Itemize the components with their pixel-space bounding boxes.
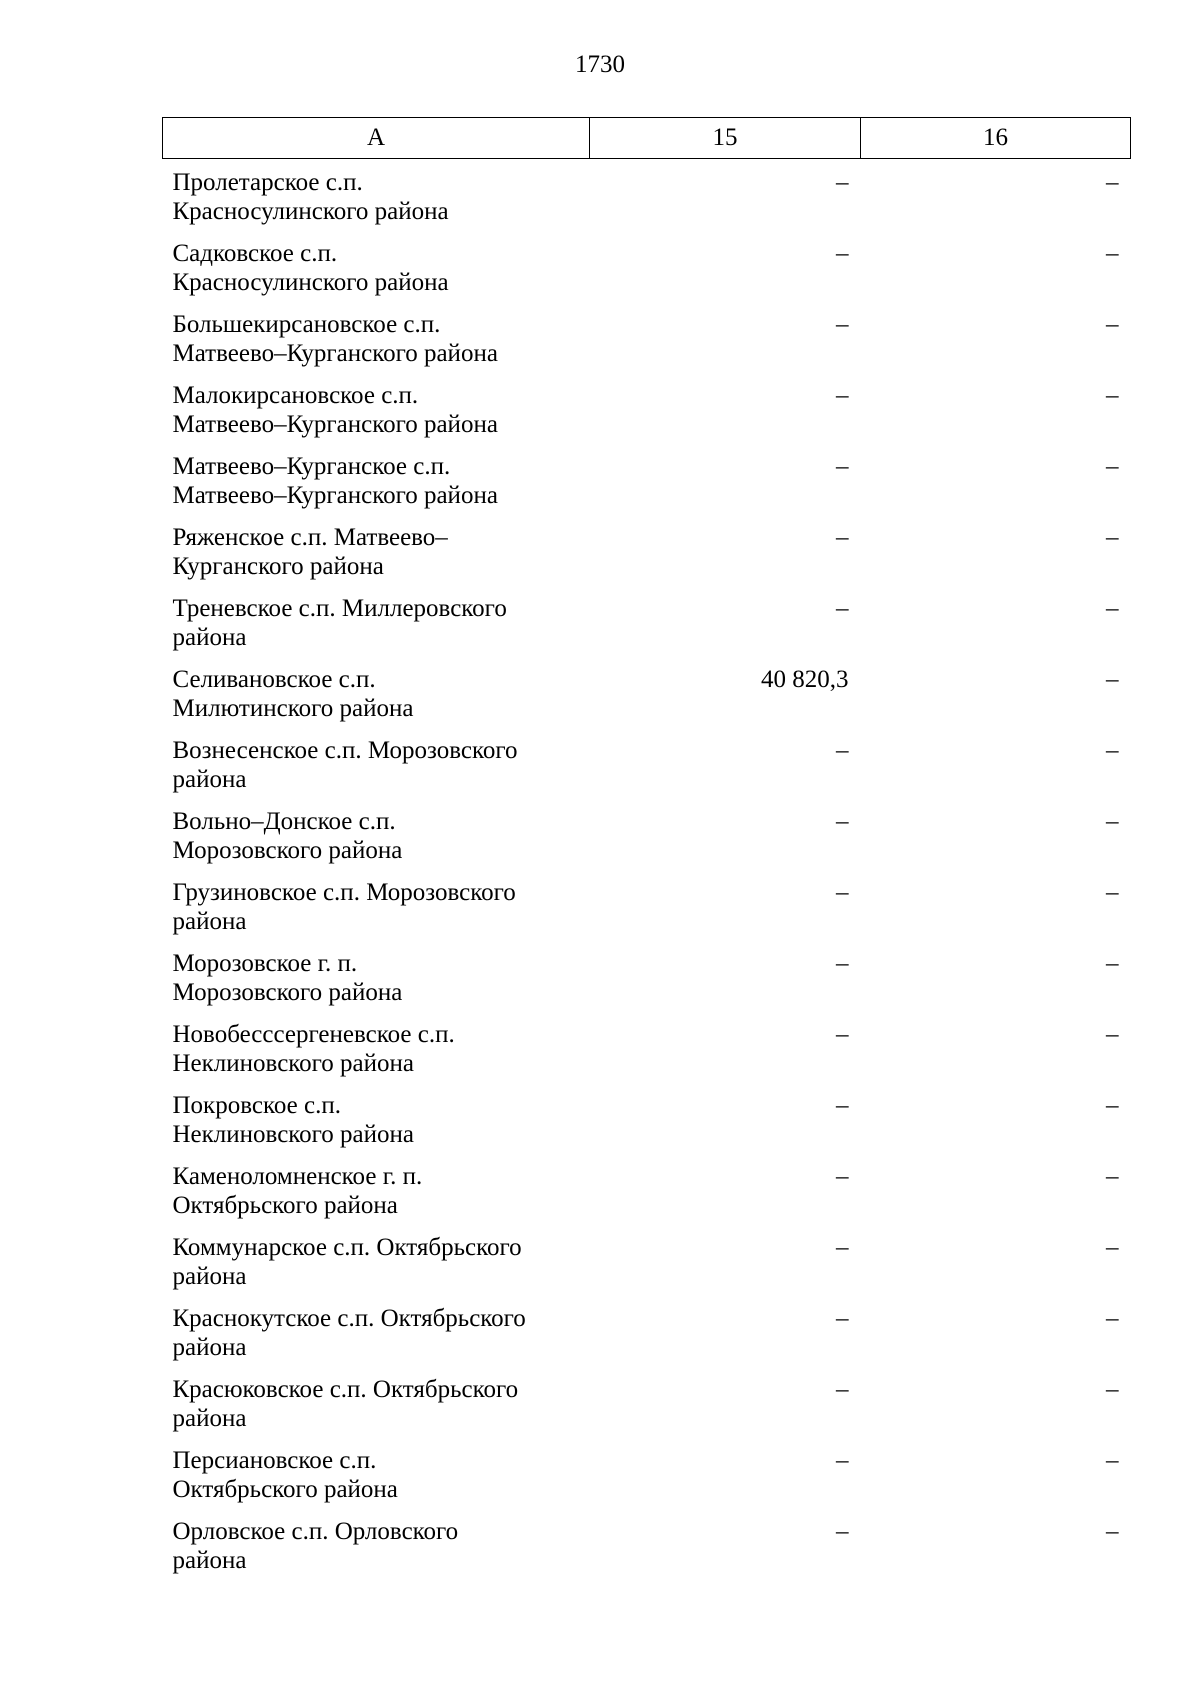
table-row (163, 230, 1131, 301)
settlement-name-cell (163, 159, 590, 231)
settlement-name-cell (163, 372, 590, 443)
settlement-name-line: района (172, 766, 247, 793)
table-row (163, 514, 1131, 585)
settlement-name-cell (163, 1011, 590, 1082)
value-cell-15: – (836, 240, 849, 267)
value-cell-16: – (1106, 950, 1119, 977)
table-row (163, 798, 1131, 869)
settlement-name-line: района (172, 1334, 247, 1361)
settlement-name-line: Октябрьского района (172, 1192, 398, 1219)
table-header (163, 118, 1131, 159)
value-cell-16: – (1106, 311, 1119, 338)
table-row (163, 656, 1131, 727)
settlement-name-line: Матвеево–Курганского района (172, 411, 498, 438)
column-header-16: 16 (861, 118, 1131, 159)
settlement-name-cell (163, 727, 590, 798)
settlement-name-cell (163, 443, 590, 514)
value-cell-16: – (1106, 169, 1119, 196)
value-cell-15: – (836, 453, 849, 480)
value-cell-15: – (836, 1021, 849, 1048)
value-cell-15: – (836, 879, 849, 906)
settlement-name-line: Матвеево–Курганского района (172, 482, 498, 509)
settlement-name-line: Матвеево–Курганского района (172, 340, 498, 367)
table-row (163, 1011, 1131, 1082)
settlement-name-line: Вольно–Донское с.п. (172, 808, 396, 835)
value-cell-15: – (836, 524, 849, 551)
table-row (163, 869, 1131, 940)
settlement-name-cell (163, 301, 590, 372)
settlement-name-line: Треневское с.п. Миллеровского (172, 595, 507, 622)
settlement-name-line: района (172, 624, 247, 651)
value-cell-16: – (1106, 240, 1119, 267)
settlement-name-line: Орловское с.п. Орловского (172, 1518, 459, 1545)
table-row (163, 1295, 1131, 1366)
table-row (163, 1366, 1131, 1437)
settlement-name-line: Морозовского района (172, 837, 403, 864)
settlement-name-line: Неклиновского района (172, 1121, 414, 1148)
settlement-name-cell (163, 940, 590, 1011)
value-cell-16: – (1106, 879, 1119, 906)
settlement-name-line: Большекирсановское с.п. (172, 311, 441, 338)
value-cell-15: – (836, 595, 849, 622)
value-cell-16: – (1106, 524, 1119, 551)
settlement-name-cell (163, 1366, 590, 1437)
page-number: 1730 (575, 51, 625, 78)
value-cell-16: – (1106, 1234, 1119, 1261)
settlement-name-line: Вознесенское с.п. Морозовского (172, 737, 518, 764)
settlement-name-line: района (172, 1547, 247, 1574)
table-row (163, 301, 1131, 372)
settlement-name-cell (163, 1437, 590, 1508)
settlement-name-line: Персиановское с.п. (172, 1447, 377, 1474)
value-cell-16: – (1106, 737, 1119, 764)
table-row (163, 1082, 1131, 1153)
settlement-name-line: Селивановское с.п. (172, 666, 376, 693)
settlement-name-cell (163, 656, 590, 727)
settlement-name-line: района (172, 1405, 247, 1432)
column-header-a: А (163, 118, 590, 159)
value-cell-15: – (836, 737, 849, 764)
settlement-name-line: Коммунарское с.п. Октябрьского (172, 1234, 522, 1261)
table-row (163, 159, 1131, 231)
settlement-name-cell (163, 1082, 590, 1153)
settlement-name-cell (163, 585, 590, 656)
value-cell-15: – (836, 808, 849, 835)
value-cell-16: – (1106, 1518, 1119, 1545)
settlement-name-line: Морозовское г. п. (172, 950, 358, 977)
value-cell-16: – (1106, 1021, 1119, 1048)
settlement-name-cell (163, 1153, 590, 1224)
settlement-name-cell (163, 798, 590, 869)
value-cell-15: – (836, 1163, 849, 1190)
table-row (163, 585, 1131, 656)
settlement-name-line: Каменоломненское г. п. (172, 1163, 423, 1190)
value-cell-15: – (836, 1447, 849, 1474)
table-row (163, 443, 1131, 514)
value-cell-15: – (836, 169, 849, 196)
settlement-name-line: Матвеево–Курганское с.п. (172, 453, 451, 480)
header-row (163, 118, 1131, 159)
value-cell-16: – (1106, 1447, 1119, 1474)
value-cell-15: – (836, 1376, 849, 1403)
value-cell-16: – (1106, 666, 1119, 693)
table-row (163, 727, 1131, 798)
table-row (163, 1224, 1131, 1295)
settlement-name-cell (163, 230, 590, 301)
value-cell-15: – (836, 382, 849, 409)
settlement-name-line: района (172, 908, 247, 935)
settlement-name-line: Морозовского района (172, 979, 403, 1006)
settlement-name-line: Грузиновское с.п. Морозовского (172, 879, 516, 906)
settlement-name-line: Новобесссергеневское с.п. (172, 1021, 455, 1048)
settlement-name-cell (163, 1295, 590, 1366)
value-cell-16: – (1106, 1305, 1119, 1332)
value-cell-16: – (1106, 382, 1119, 409)
table-row (163, 1437, 1131, 1508)
settlement-name-line: Красносулинского района (172, 198, 449, 225)
value-cell-16: – (1106, 808, 1119, 835)
settlement-name-line: Малокирсановское с.п. (172, 382, 419, 409)
value-cell-15: – (836, 311, 849, 338)
value-cell-16: – (1106, 453, 1119, 480)
settlement-name-cell (163, 1224, 590, 1295)
settlement-name-line: Краснокутское с.п. Октябрьского (172, 1305, 526, 1332)
settlement-name-line: Ряженское с.п. Матвеево– (172, 524, 448, 551)
settlement-name-line: Красюковское с.п. Октябрьского (172, 1376, 519, 1403)
settlement-name-line: Милютинского района (172, 695, 414, 722)
settlement-name-line: Неклиновского района (172, 1050, 414, 1077)
table-row (163, 1508, 1131, 1579)
column-header-15: 15 (590, 118, 861, 159)
value-cell-15: – (836, 950, 849, 977)
value-cell-15: – (836, 1092, 849, 1119)
settlement-name-line: Красносулинского района (172, 269, 449, 296)
table-row (163, 1153, 1131, 1224)
settlement-name-line: Октябрьского района (172, 1476, 398, 1503)
settlement-name-line: Садковское с.п. (172, 240, 338, 267)
value-cell-15: – (836, 1305, 849, 1332)
data-table (162, 117, 1131, 1579)
value-cell-16: – (1106, 1376, 1119, 1403)
settlement-name-cell (163, 514, 590, 585)
table-row (163, 372, 1131, 443)
settlement-name-line: Пролетарское с.п. (172, 169, 363, 196)
settlement-name-line: Покровское с.п. (172, 1092, 341, 1119)
value-cell-15: – (836, 1518, 849, 1545)
settlement-name-cell (163, 869, 590, 940)
value-cell-16: – (1106, 1163, 1119, 1190)
table-body (163, 159, 1131, 1580)
value-cell-15: – (836, 1234, 849, 1261)
value-cell-15: 40 820,3 (761, 666, 849, 693)
settlement-name-line: района (172, 1263, 247, 1290)
value-cell-16: – (1106, 1092, 1119, 1119)
settlement-name-line: Курганского района (172, 553, 384, 580)
table-row (163, 940, 1131, 1011)
value-cell-16: – (1106, 595, 1119, 622)
settlement-name-cell (163, 1508, 590, 1579)
